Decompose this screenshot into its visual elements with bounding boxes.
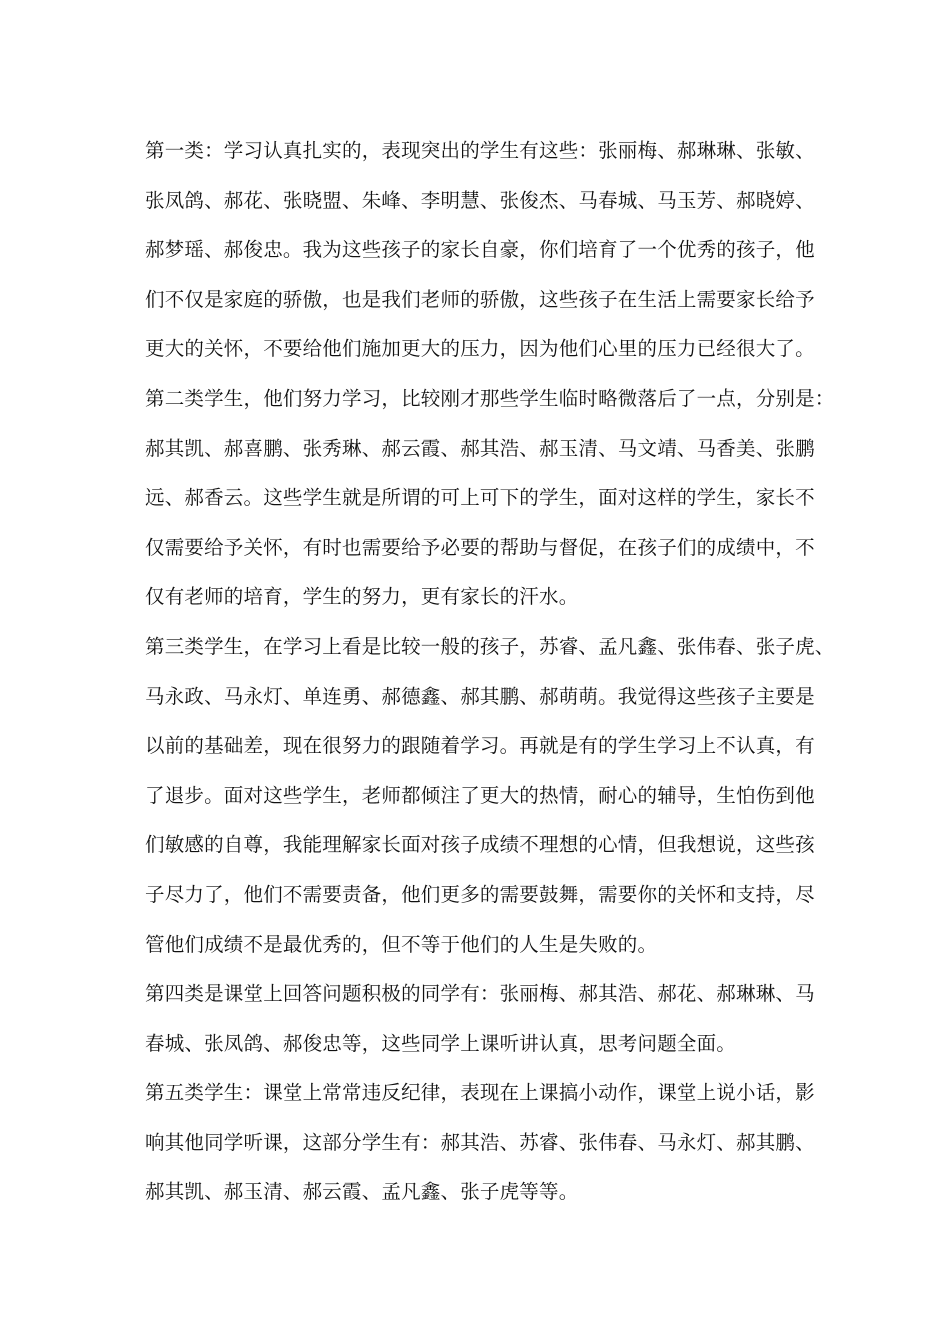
text-line: 郝梦瑶、郝俊忠。我为这些孩子的家长自豪，你们培育了一个优秀的孩子，他 [145,238,815,262]
text-line: 仅需要给予关怀，有时也需要给予必要的帮助与督促，在孩子们的成绩中，不 [145,535,815,559]
text-line: 第三类学生，在学习上看是比较一般的孩子，苏睿、孟凡鑫、张伟春、张子虎、 [145,634,835,658]
text-line: 响其他同学听课，这部分学生有：郝其浩、苏睿、张伟春、马永灯、郝其鹏、 [145,1130,815,1154]
text-line: 了退步。面对这些学生，老师都倾注了更大的热情，耐心的辅导，生怕伤到他 [145,783,815,807]
text-line: 远、郝香云。这些学生就是所谓的可上可下的学生，面对这样的学生，家长不 [145,486,815,510]
text-line: 郝其凯、郝玉清、郝云霞、孟凡鑫、张子虎等等。 [145,1180,579,1204]
text-line: 以前的基础差，现在很努力的跟随着学习。再就是有的学生学习上不认真，有 [145,734,815,758]
text-line: 第五类学生：课堂上常常违反纪律，表现在上课搞小动作，课堂上说小话，影 [145,1081,815,1105]
text-line: 第一类：学习认真扎实的，表现突出的学生有这些：张丽梅、郝琳琳、张敏、 [145,139,815,162]
text-line: 们不仅是家庭的骄傲，也是我们老师的骄傲，这些孩子在生活上需要家长给予 [145,287,815,311]
text-line: 第二类学生，他们努力学习，比较刚才那些学生临时略微落后了一点，分别是： [145,386,835,410]
text-line: 更大的关怀，不要给他们施加更大的压力，因为他们心里的压力已经很大了。 [145,337,815,361]
text-line: 们敏感的自尊，我能理解家长面对孩子成绩不理想的心情，但我想说，这些孩 [145,833,815,857]
text-line: 春城、张凤鸽、郝俊忠等，这些同学上课听讲认真，思考问题全面。 [145,1031,737,1055]
text-line: 马永政、马永灯、单连勇、郝德鑫、郝其鹏、郝萌萌。我觉得这些孩子主要是 [145,684,815,708]
text-line: 郝其凯、郝喜鹏、张秀琳、郝云霞、郝其浩、郝玉清、马文靖、马香美、张鹏 [145,436,815,460]
text-line: 张凤鸽、郝花、张晓盟、朱峰、李明慧、张俊杰、马春城、马玉芳、郝晓婷、 [145,188,815,212]
text-line: 第四类是课堂上回答问题积极的同学有：张丽梅、郝其浩、郝花、郝琳琳、马 [145,982,815,1006]
document-body [145,126,835,1217]
text-line: 仅有老师的培育，学生的努力，更有家长的汗水。 [145,585,579,609]
text-line: 子尽力了，他们不需要责备，他们更多的需要鼓舞，需要你的关怀和支持，尽 [145,882,815,906]
text-line: 管他们成绩不是最优秀的，但不等于他们的人生是失败的。 [145,932,658,956]
